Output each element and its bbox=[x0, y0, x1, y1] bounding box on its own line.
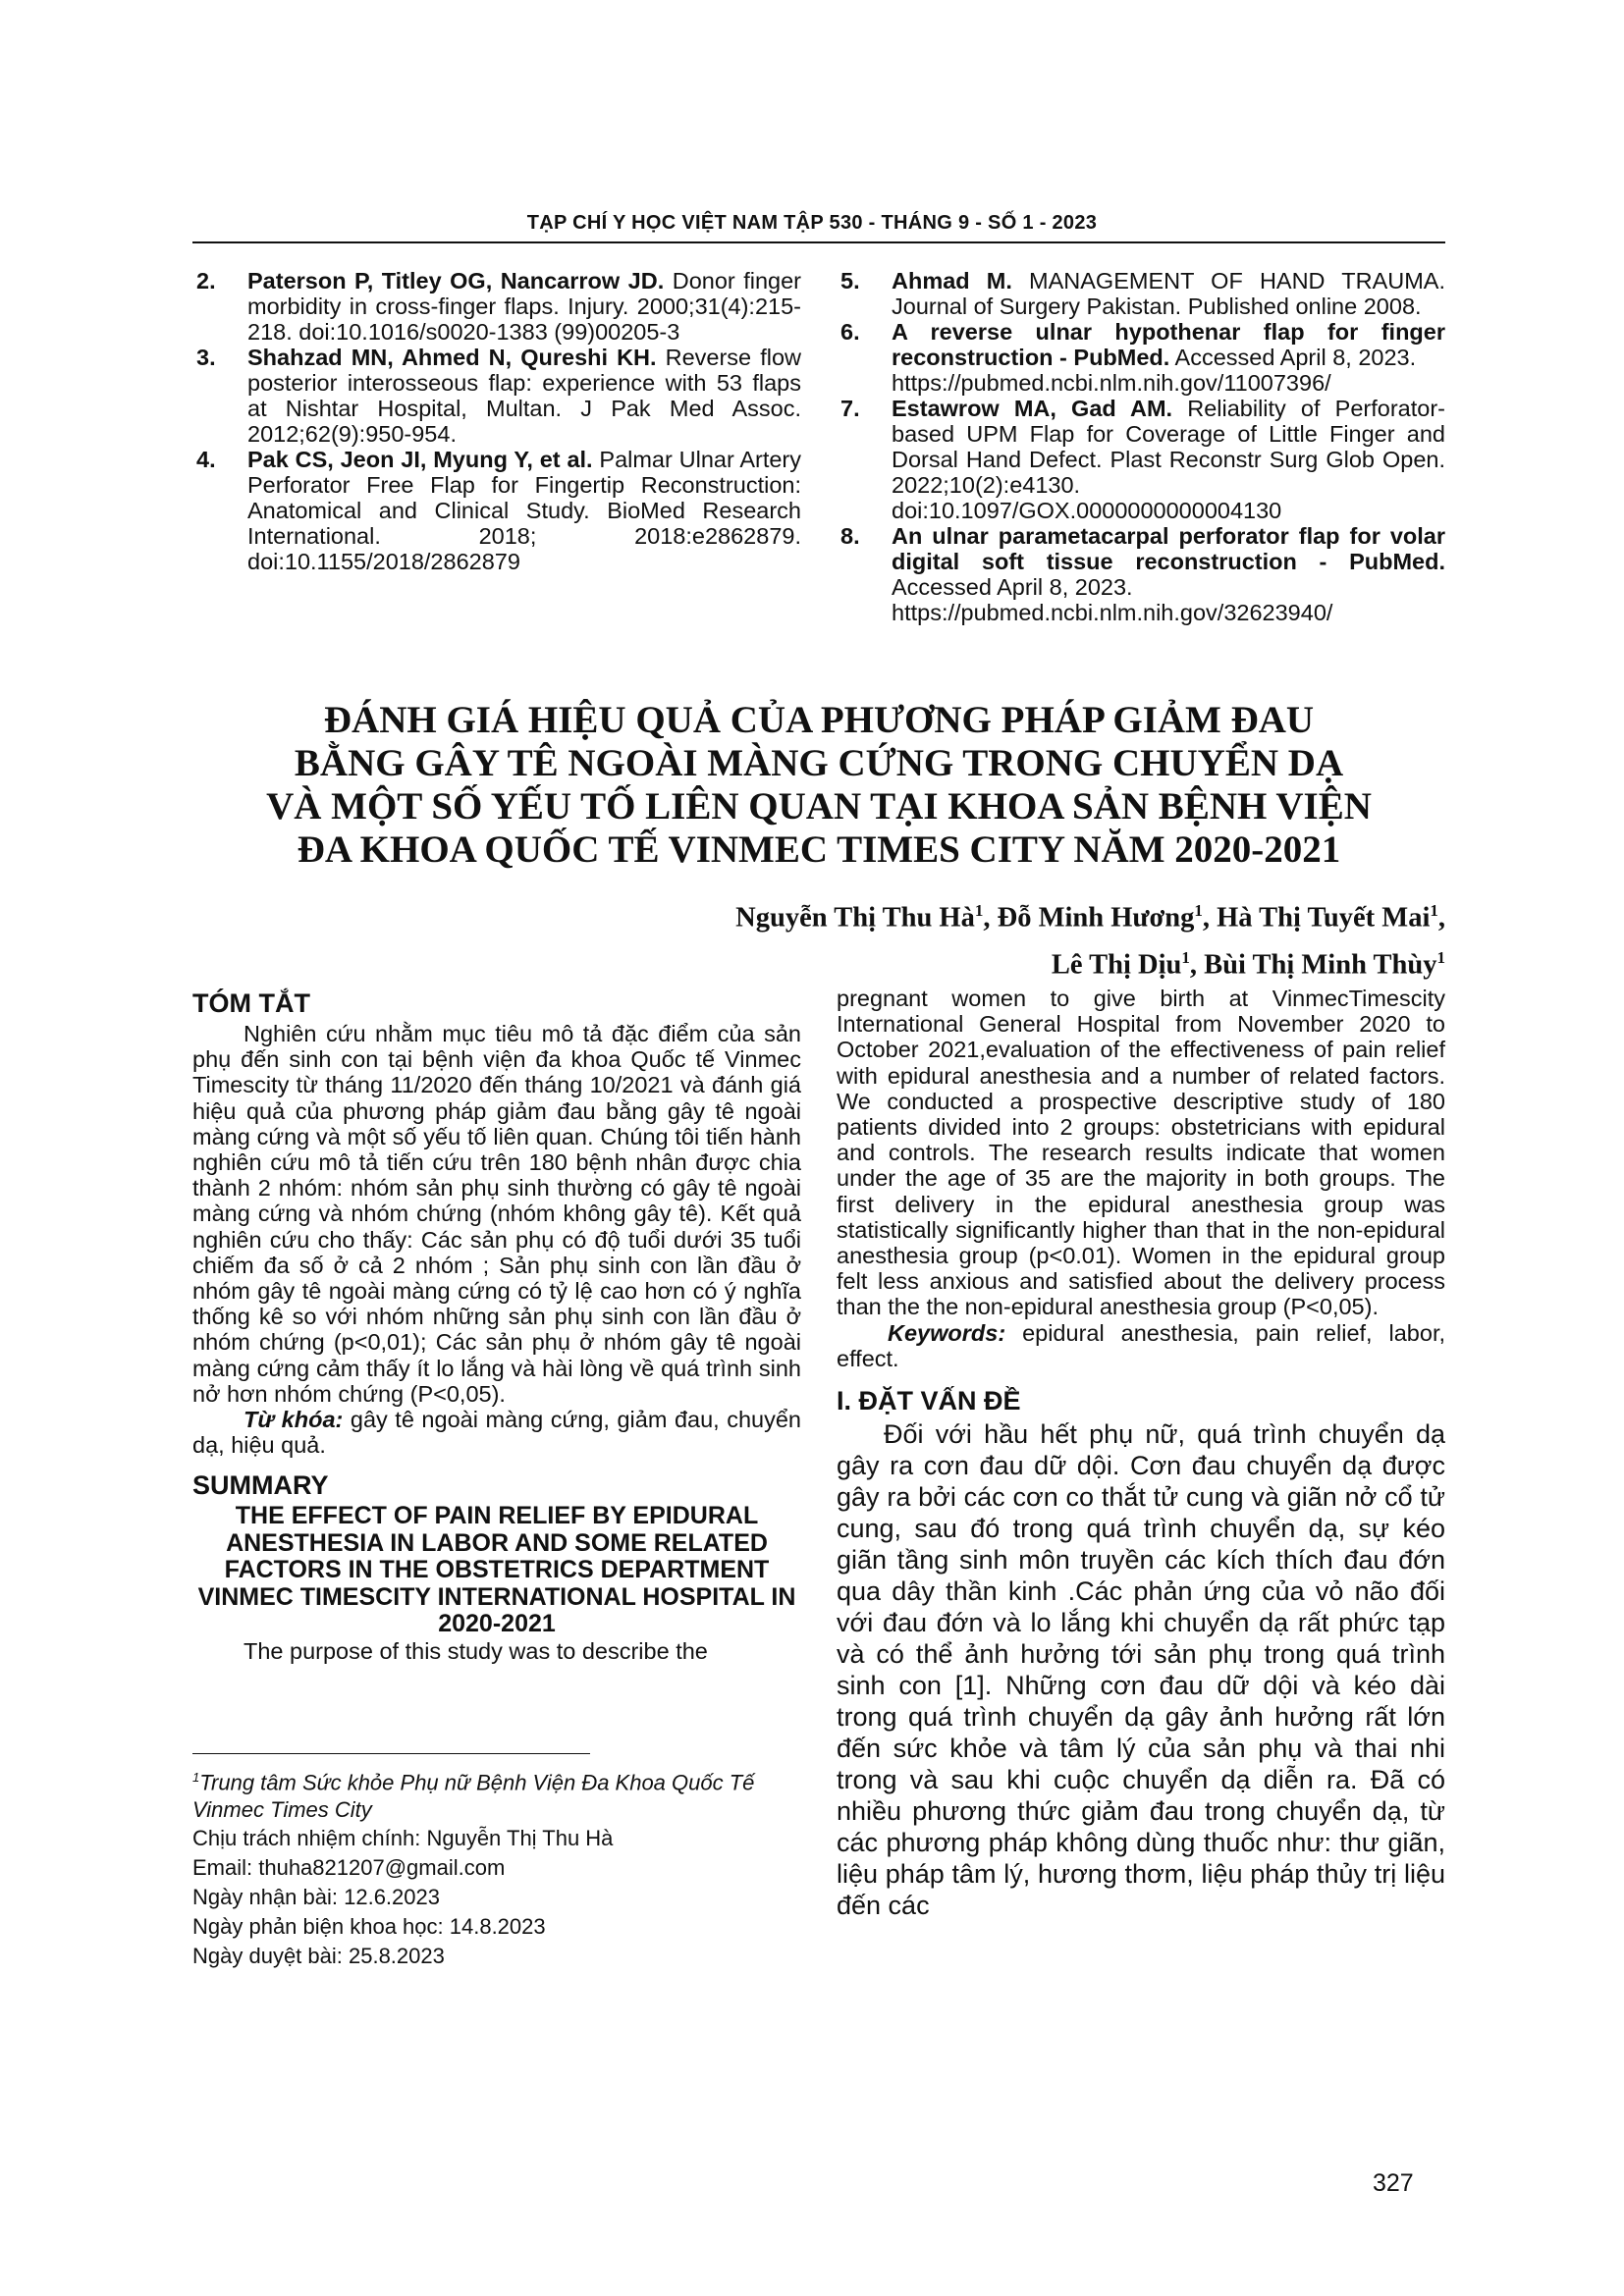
email: Email: thuha821207@gmail.com bbox=[192, 1855, 506, 1881]
reference-7 bbox=[837, 396, 1445, 523]
reference-text: Palmar Ulnar Artery Perforator Free Flap for Fingertip Reconstruction: Anatomical and Clinical Study. BioMed Research International. 2018; 2018:e2862879. doi:10.1155/2018/2862879 bbox=[247, 447, 801, 574]
references-right-column bbox=[837, 268, 1445, 625]
reference-number: 5. bbox=[840, 268, 860, 294]
author-name: Hà Thị Tuyết Mai bbox=[1217, 902, 1431, 934]
affiliation-mark: 1 bbox=[1436, 947, 1445, 967]
affiliation-mark: 1 bbox=[1181, 947, 1190, 967]
reference-text: Accessed April 8, 2023. bbox=[892, 574, 1133, 600]
reference-5 bbox=[837, 268, 1445, 319]
reference-text: Donor finger morbidity in cross-finger flaps. Injury. 2000;31(4):215-218. doi:10.1016/s0020-1383 (99)00205-3 bbox=[247, 268, 801, 345]
abstract-vi-body: Nghiên cứu nhằm mục tiêu mô tả đặc điểm của sản phụ đến sinh con tại bệnh viện đa khoa Quốc tế Vinmec Timescity từ tháng 11/2020 đến tháng 10/2021 và đánh giá hiệu quả của phương pháp giảm đau bằng gây tê ngoài màng cứng và một số yếu tố liên quan. Chúng tôi tiến hành nghiên cứu mô tả tiến cứu trên 180 bệnh nhân được chia thành 2 nhóm: nhóm sản phụ sinh thường có gây tê ngoài màng cứng và nhóm chứng (nhóm không gây tê). Kết quả nghiên cứu cho thấy: Các sản phụ có độ tuổi dưới 35 tuổi chiếm đa số ở cả 2 nhóm ; Sản phụ sinh con lần đầu ở nhóm gây tê ngoài màng cứng có tỷ lệ cao hơn có ý nghĩa thống kê so với nhóm những sản phụ sinh con lần đầu ở nhóm chứng (p<0,01); Các sản phụ ở nhóm gây tê ngoài màng cứng cảm thấy ít lo lắng và hài lòng về quá trình sinh nở hơn nhóm chứng (P<0,05). bbox=[192, 1021, 801, 1407]
right-column bbox=[837, 986, 1445, 1921]
summary-title: THE EFFECT OF PAIN RELIEF BY EPIDURAL ANESTHESIA IN LABOR AND SOME RELATED FACTORS IN THE OBSTETRICS DEPARTMENT VINMEC TIMESCITY INTERNATIONAL HOSPITAL IN 2020-2021 bbox=[197, 1502, 796, 1638]
affiliation-mark: 1 bbox=[1194, 901, 1203, 920]
reference-authors: Ahmad M. bbox=[892, 268, 1012, 294]
affiliation-mark: 1 bbox=[1430, 901, 1438, 920]
header-rule bbox=[192, 241, 1445, 243]
reference-authors: Estawrow MA, Gad AM. bbox=[892, 396, 1173, 421]
reference-6 bbox=[837, 319, 1445, 396]
keywords-en bbox=[837, 1320, 1445, 1371]
separator: , bbox=[1202, 902, 1218, 934]
affiliation-text: Trung tâm Sức khỏe Phụ nữ Bệnh Viện Đa Khoa Quốc Tế Vinmec Times City bbox=[192, 1770, 755, 1823]
keywords-label: Keywords: bbox=[888, 1319, 1006, 1346]
article-title bbox=[192, 699, 1445, 872]
reference-number: 8. bbox=[840, 523, 860, 549]
keywords-vi bbox=[192, 1407, 801, 1458]
author-line-1 bbox=[562, 891, 1445, 938]
title-line-4: ĐA KHOA QUỐC TẾ VINMEC TIMES CITY NĂM 2020-2021 bbox=[297, 828, 1341, 871]
author-name: Lê Thị Dịu bbox=[1051, 949, 1182, 980]
footnote-rule bbox=[192, 1753, 590, 1754]
review-date: Ngày phản biện khoa học: 14.8.2023 bbox=[192, 1914, 546, 1940]
reference-4 bbox=[192, 447, 801, 574]
separator: , bbox=[983, 902, 998, 934]
reference-text: Reverse flow posterior interosseous flap: experience with 53 flaps at Nishtar Hospital, Multan. J Pak Med Assoc. 2012;62(9):950-954. bbox=[247, 345, 801, 447]
left-column bbox=[192, 986, 801, 1664]
reference-3 bbox=[192, 345, 801, 447]
title-line-2: BẰNG GÂY TÊ NGOÀI MÀNG CỨNG TRONG CHUYỂN DẠ bbox=[294, 742, 1344, 784]
reference-authors: Shahzad MN, Ahmed N, Qureshi KH. bbox=[247, 345, 657, 370]
reference-number: 6. bbox=[840, 319, 860, 345]
keywords-label: Từ khóa: bbox=[244, 1407, 344, 1433]
author-line-2 bbox=[562, 938, 1445, 986]
abstract-vi-heading: TÓM TẮT bbox=[192, 988, 310, 1018]
reference-number: 7. bbox=[840, 396, 860, 421]
received-date: Ngày nhận bài: 12.6.2023 bbox=[192, 1885, 440, 1910]
reference-number: 3. bbox=[196, 345, 216, 370]
journal-header: TẠP CHÍ Y HỌC VIỆT NAM TẬP 530 - THÁNG 9 - SỐ 1 - 2023 bbox=[526, 212, 1098, 234]
author-name: Nguyễn Thị Thu Hà bbox=[735, 902, 975, 934]
reference-authors: Pak CS, Jeon JI, Myung Y, et al. bbox=[247, 447, 593, 472]
reference-authors: Paterson P, Titley OG, Nancarrow JD. bbox=[247, 268, 665, 294]
footnotes bbox=[192, 1764, 801, 1971]
affiliation-mark: 1 bbox=[192, 1770, 200, 1785]
reference-2 bbox=[192, 268, 801, 345]
section-1-body: Đối với hầu hết phụ nữ, quá trình chuyển dạ gây ra cơn đau dữ dội. Cơn đau chuyển dạ được gây ra bởi các cơn co thắt tử cung và giãn nở cổ tử cung, sau đó trong quá trình chuyển dạ, sự kéo giãn tầng sinh môn truyền các kích thích đau đớn qua dây thần kinh .Các phản ứng của vỏ não đối với đau đớn và lo lắng khi chuyển dạ rất phức tạp và có thể ảnh hưởng tới sản phụ trong quá trình sinh con [1]. Những cơn đau dữ dội và kéo dài trong quá trình chuyển dạ gây ảnh hưởng rất lớn đến sức khỏe và tâm lý của sản phụ và thai nhi trong và sau khi cuộc chuyển dạ diễn ra. Đã có nhiều phương thức giảm đau trong chuyển dạ, từ các phương pháp không dùng thuốc như: thư giãn, liệu pháp tâm lý, hương thơm, liệu pháp thủy trị liệu đến các bbox=[837, 1419, 1445, 1921]
separator: , bbox=[1437, 902, 1445, 934]
reference-text: MANAGEMENT OF HAND TRAUMA. Journal of Surgery Pakistan. Published online 2008. bbox=[892, 268, 1445, 319]
keywords-text: gây tê ngoài màng cứng, giảm đau, chuyển dạ, hiệu quả. bbox=[192, 1407, 801, 1459]
reference-number: 2. bbox=[196, 268, 216, 294]
reference-authors: A reverse ulnar hypothenar flap for finger reconstruction - PubMed. bbox=[892, 319, 1445, 370]
summary-heading: SUMMARY bbox=[192, 1470, 329, 1501]
title-line-1: ĐÁNH GIÁ HIỆU QUẢ CỦA PHƯƠNG PHÁP GIẢM ĐAU bbox=[323, 699, 1315, 741]
page-number: 327 bbox=[1373, 2169, 1414, 2197]
reference-text: Accessed April 8, 2023. bbox=[1169, 345, 1417, 370]
responsible-author: Chịu trách nhiệm chính: Nguyễn Thị Thu Hà bbox=[192, 1826, 614, 1851]
keywords-text: epidural anesthesia, pain relief, labor, effect. bbox=[837, 1319, 1445, 1371]
section-1-heading: I. ĐẶT VẤN ĐỀ bbox=[837, 1386, 1021, 1416]
reference-authors: An ulnar parametacarpal perforator flap for volar digital soft tissue reconstruction - PubMed. bbox=[892, 523, 1445, 574]
reference-link[interactable]: https://pubmed.ncbi.nlm.nih.gov/32623940/ bbox=[892, 600, 1333, 625]
author-name: Bùi Thị Minh Thùy bbox=[1204, 949, 1437, 980]
references-left-column bbox=[192, 268, 801, 574]
summary-body-start: The purpose of this study was to describe the bbox=[244, 1637, 708, 1664]
affiliation-mark: 1 bbox=[974, 901, 984, 920]
reference-text: Reliability of Perforator-based UPM Flap for Coverage of Little Finger and Dorsal Hand Defect. Plast Reconstr Surg Glob Open. 2022;10(2):e4130. doi:10.1097/GOX.0000000000004130 bbox=[892, 396, 1445, 523]
summary-body-continued: pregnant women to give birth at VinmecTimescity International General Hospital from November 2020 to October 2021,evaluation of the effectiveness of pain relief with epidural anesthesia and a number of related factors. We conducted a prospective descriptive study of 180 patients divided into 2 groups: obstetricians with epidural and controls. The research results indicate that women under the age of 35 are the majority in both groups. The first delivery in the epidural anesthesia group was statistically significantly higher than that in the non-epidural anesthesia group (p<0.01). Women in the epidural group felt less anxious and satisfied about the delivery process than the the non-epidural anesthesia group (P<0,05). bbox=[837, 986, 1445, 1320]
title-line-3: VÀ MỘT SỐ YẾU TỐ LIÊN QUAN TẠI KHOA SẢN BỆNH VIỆN bbox=[266, 785, 1372, 828]
accepted-date: Ngày duyệt bài: 25.8.2023 bbox=[192, 1944, 445, 1969]
author-name: Đỗ Minh Hương bbox=[997, 902, 1195, 934]
separator: , bbox=[1189, 949, 1205, 980]
reference-8 bbox=[837, 523, 1445, 625]
reference-number: 4. bbox=[196, 447, 216, 472]
reference-link[interactable]: https://pubmed.ncbi.nlm.nih.gov/11007396/ bbox=[892, 370, 1331, 396]
affiliation-note bbox=[192, 1764, 801, 1824]
author-list bbox=[562, 891, 1445, 985]
